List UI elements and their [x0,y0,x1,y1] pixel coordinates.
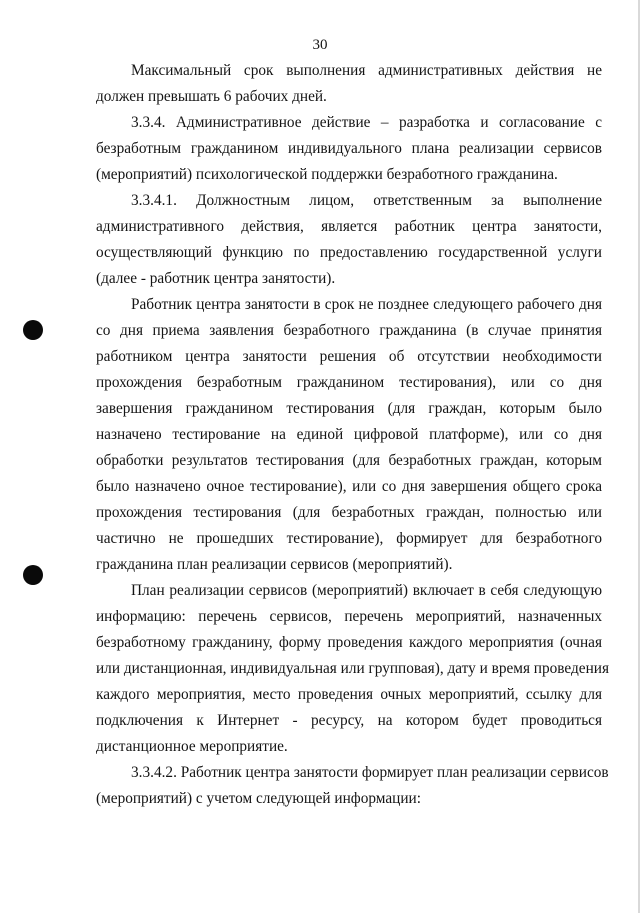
text-line: прохождения безработным гражданином тестирования), или со дня [96,374,602,391]
text-line: завершения гражданином тестирования (для граждан, которым было [96,400,602,417]
text-line: безработному гражданину, форму проведения каждого мероприятия (очная [96,634,602,651]
text-line: Работник центра занятости в срок не позднее следующего рабочего дня [131,296,602,313]
page-number: 30 [312,37,328,53]
text-line: (далее - работник центра занятости). [96,270,336,287]
text-line: 3.3.4.2. Работник центра занятости формирует план реализации сервисов [131,764,609,781]
text-line: подключения к Интернет - ресурсу, на котором будет проводиться [96,712,602,729]
text-line: должен превышать 6 рабочих дней. [96,88,327,105]
text-line: гражданина план реализации сервисов (мероприятий). [96,556,453,573]
text-line: было назначено очное тестирование), или со дня завершения общего срока [96,478,602,495]
text-line: Максимальный срок выполнения административных действия не [131,62,602,79]
text-line: обработки результатов тестирования (для безработных граждан, которым [96,452,602,469]
text-line: назначено тестирование на единой цифровой платформе), или со дня [96,426,602,443]
text-line: частично не прошедших тестирование), формирует для безработного [96,530,602,547]
text-line: (мероприятий) с учетом следующей информации: [96,790,421,807]
text-line: прохождения тестирования (для безработных граждан, полностью или [96,504,602,521]
text-line: План реализации сервисов (мероприятий) включает в себя следующую [131,582,602,599]
text-line: 3.3.4.1. Должностным лицом, ответственным за выполнение [131,192,602,209]
text-line: административного действия, является работник центра занятости, [96,218,602,235]
binder-hole-icon [23,565,43,585]
text-line: информацию: перечень сервисов, перечень мероприятий, назначенных [96,608,602,625]
text-line: каждого мероприятия, место проведения очных мероприятий, ссылку для [96,686,602,703]
text-line: 3.3.4. Административное действие – разработка и согласование с [131,114,602,131]
text-line: работником центра занятости решения об отсутствии необходимости [96,348,602,365]
text-line: со дня приема заявления безработного гражданина (в случае принятия [96,322,602,339]
text-line: (мероприятий) психологической поддержки безработного гражданина. [96,166,558,183]
text-line: безработным гражданином индивидуального плана реализации сервисов [96,140,602,157]
text-line: или дистанционная, индивидуальная или групповая), дату и время проведения [96,660,609,677]
text-line: осуществляющий функцию по предоставлению государственной услуги [96,244,602,261]
binder-hole-icon [23,320,43,340]
text-line: дистанционное мероприятие. [96,738,288,755]
